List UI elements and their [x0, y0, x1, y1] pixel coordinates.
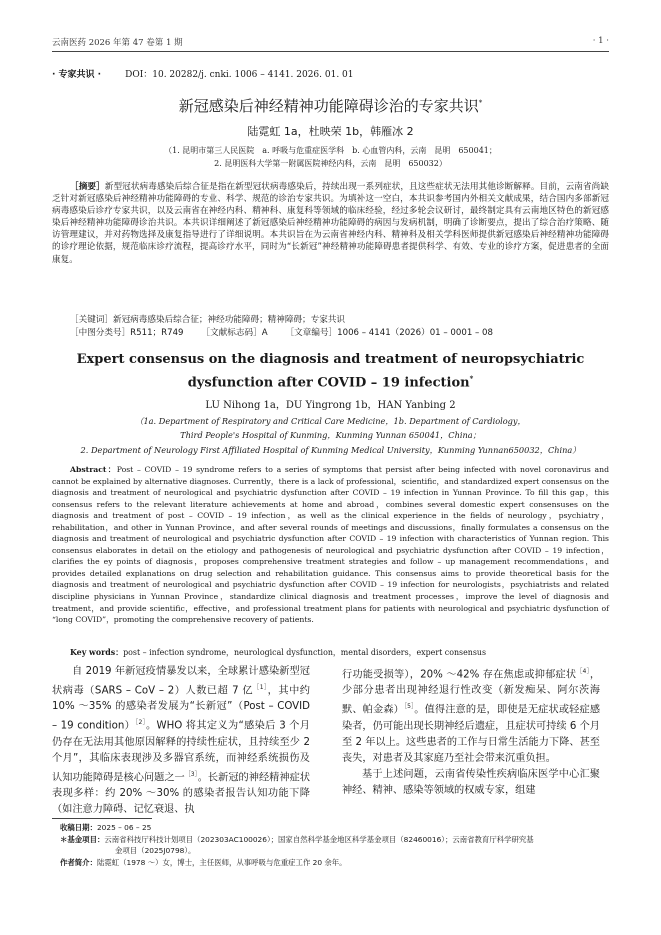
keywords-english [70, 647, 486, 658]
footnote-label: ＊基金项目： [60, 834, 105, 844]
doc-code-label: ［文献标志码］ [201, 328, 262, 338]
title-english [0, 350, 661, 392]
body-text: ，其中约 10% ～35% 的感染者发展为“长新冠”（Post – COVID – 19 condition） [52, 685, 310, 732]
title-english-line-1: Expert consensus on the diagnosis and treatment of neuropsychiatric [76, 352, 585, 367]
clc-number [70, 326, 184, 338]
abstract-english [52, 464, 609, 626]
title-english-line-2: dysfunction after COVID – 19 infection [187, 375, 470, 391]
abstract-chinese-text: 新型冠状病毒感染后综合征是指在新型冠状病毒感染后，持续出现一系列症状，且这些症状无法用其他诊断解释。目前，云南省尚缺乏针对新冠感染后神经精神功能障碍的专业、科学、规范的诊治专家共识。为填补这一空白，本共识参考国内外相关文献成果，结合国内多部新冠病毒感染后诊疗专家共识，以及云南省在神经内科、精神科、康复科等领域的临床经验，经过多轮会议研讨，最终制定具有云南地区特色的新冠感染后神经精神功能障碍诊治共识。本共识详细阐述了新冠感染后神经精神功能障碍的病因与发病机制，明确了诊断要点，提出了综合治疗策略、随访管理建议，并对药物选择及康复指导进行了详细说明。本共识旨在为云南省神经内科、精神科及相关学科医师提供新冠感染后神经精神功能障碍的诊疗理论依据，规范临床诊疗流程，提高诊疗水平，同时为“长新冠”神经精神功能障碍患者提供科学、有效、专业的诊疗方案，促进患者的全面康复。 [52, 182, 609, 265]
affiliation-english-2: Third People's Hospital of Kunming，Kunming Yunnan 650041，China； [180, 430, 481, 440]
citation-ref: ［5］ [403, 703, 415, 711]
citation-ref: ［4］ [576, 668, 590, 675]
section-tag: · 专家共识 · [52, 70, 102, 80]
footnote-text: 陆霓虹（1978 ～）女，博士，主任医师，从事呼吸与危重症工作 20 余年。 [96, 857, 347, 867]
doc-code-value: A [261, 328, 268, 338]
clc-value: R511；R749 [130, 328, 184, 338]
footnote-label: 收稿日期： [60, 823, 97, 832]
keywords-english-label: Key words： [70, 648, 124, 657]
footnote-received [60, 822, 609, 834]
footnote-text: 2025 – 06 – 25 [96, 823, 152, 832]
title-english-line-2-wrap [0, 369, 661, 392]
doc-code [202, 326, 268, 338]
abstract-chinese-label: ［摘要］ [70, 182, 105, 192]
body-column-left [52, 664, 310, 818]
body-text: 。长新冠的神经精神症状表现多样：约 20% ～30% 的感染者报告认知功能下降（如注意力障碍、记忆衰退、执 [52, 772, 311, 816]
title-chinese-text: 新冠感染后神经精神功能障碍诊治的专家共识 [178, 97, 479, 115]
doi: DOI：10. 20282/j. cnki. 1006 – 4141. 2026. 01. 01 [125, 70, 354, 80]
body-text: ，少部分患者出现神经退行性改变（新发痴呆、阿尔茨海默、帕金森） [342, 669, 600, 716]
body-paragraph-1-cont [342, 664, 600, 767]
body-text: 。WHO 将其定义为“感染后 3 个月仍存在无法用其他原因解释的持续性症状，且持续至少 2 个月”，其临床表现涉及多器官系统，而神经系统损伤及认知功能障碍是核心问题之一 [52, 720, 310, 784]
footnote-fund [60, 834, 609, 846]
abstract-english-label: Abstract： [70, 465, 117, 474]
footnotes [60, 822, 609, 868]
footnote-fund-cont: 金项目（2025J0798）。 [115, 846, 196, 855]
running-head-page: · 1 · [592, 36, 609, 46]
keywords-chinese-label: ［关键词］ [70, 315, 113, 325]
keywords-chinese [70, 313, 345, 325]
clc-label: ［中图分类号］ [70, 328, 131, 338]
body-text: 自 2019 年新冠疫情暴发以来，全球累计感染新型冠状病毒（SARS – CoV – 2）人数已超 7 亿 [52, 666, 310, 697]
body-text: 。值得注意的是，即使是无症状或轻症感染者，仍可能出现长期神经后遗症，且症状可持续 6 个月至 2 年以上。这些患者的工作与日常生活能力下降、甚至丧失，对患者及其家庭乃至社会带来沉重负担。 [342, 704, 601, 764]
footnote-author [60, 857, 609, 869]
body-paragraph-2: 基于上述问题，云南省传染性疾病临床医学中心汇聚神经、精神、感染等领域的权威专家，组建 [342, 768, 600, 796]
body-text: 行功能受损等），20% ～42% 存在焦虑或抑郁症状 [342, 669, 577, 681]
article-number-label: ［文章编号］ [285, 328, 338, 338]
affiliation-chinese-2: 2. 昆明医科大学第一附属医院神经内科，云南 昆明 650032） [214, 159, 447, 168]
abstract-chinese [52, 181, 609, 266]
section-doi-row [52, 67, 354, 80]
footnote-label: 作者简介： [60, 857, 97, 867]
authors-english: LU Nihong 1a，DU Yingrong 1b，HAN Yanbing 2 [205, 400, 456, 411]
affiliation-english-1: （1a. Department of Respiratory and Critical Care Medicine，1b. Department of Cardiology， [135, 416, 526, 426]
citation-ref: ［2］ [135, 719, 146, 727]
header-rule [52, 51, 609, 52]
title-english-fund-mark: * [469, 374, 474, 383]
article-number-value: 1006 – 4141（2026）01 – 0001 – 08 [337, 328, 493, 338]
body-paragraph-1 [52, 664, 310, 818]
keywords-chinese-text: 新冠病毒感染后综合征；神经功能障碍；精神障碍；专家共识 [112, 315, 346, 325]
citation-ref: ［3］ [184, 770, 198, 778]
title-chinese [0, 95, 661, 116]
running-head-journal: 云南医药 2026 年第 47 卷第 1 期 [52, 38, 183, 48]
authors-chinese: 陆霓虹 1a，杜映荣 1b，韩雁冰 2 [247, 125, 414, 138]
footnote-rule [52, 818, 152, 819]
footnote-text: 云南省科技厅科技计划项目（202303AC100026）；国家自然科学基金地区科学基金项目（82460016）；云南省教育厅科学研究基 [104, 834, 534, 844]
affiliation-english-3: 2. Department of Neurology First Affiliated Hospital of Kunming Medical University，Kunming Yunnan650032，China） [80, 445, 581, 455]
body-column-right [342, 664, 600, 799]
citation-ref: ［1］ [253, 684, 268, 691]
classification-row [70, 326, 493, 338]
title-fund-mark: * [478, 99, 483, 107]
article-number [286, 326, 493, 338]
keywords-english-text: post – infection syndrome，neurological dysfunction，mental disorders，expert consensus [123, 648, 487, 657]
affiliation-chinese-1: （1. 昆明市第三人民医院 a. 呼吸与危重症医学科 b. 心血管内科，云南 昆明 650041； [164, 146, 497, 155]
abstract-english-text: Post – COVID – 19 syndrome refers to a series of symptoms that persist after being infected with novel coronavirus and cannot be explained by alternative diagnoses. Currently，there is a lack of professional，scientific，and standardized expert consensus on the diagnosis and treatment of neurological and psychiatric dysfunction after COVID – 19 infection in Yunnan Province. To fill this gap，this consensus refers to the relevant literature achievements at home and abroad，combines several domestic expert consensuses on the diagnosis and treatment of post – COVID – 19 infection，as well as the clinical experience in the fields of neurology，psychiatry，rehabilitation，and other in Yunnan Province，and after several rounds of meetings and discussions，finally formulates a consensus on the diagnosis and treatment of neurological and psychiatric dysfunction after COVID – 19 infection with characteristics of Yunnan region. This consensus elaborates in detail on the etiology and pathogenesis of neurological and psychiatric dysfunction after COVID – 19 infection，clarifies the ey points of diagnosis，proposes comprehensive treatment strategies and follow – up management recommendations，and provides detailed explanations on drug selection and rehabilitation guidance. This consensus aims to provide theoretical basis for the diagnosis and treatment of neurological and psychiatric dysfunction after COVID – 19 infection for neurologists，psychiatrists and related discipline physicians in Yunnan Province，standardize clinical diagnosis and treatment processes，improve the level of diagnosis and treatment，and provide scientific，effective，and professional treatment plans for patients with neurological and psychiatric dysfunction of “long COVID”，promoting the comprehensive recovery of patients. [52, 465, 610, 625]
